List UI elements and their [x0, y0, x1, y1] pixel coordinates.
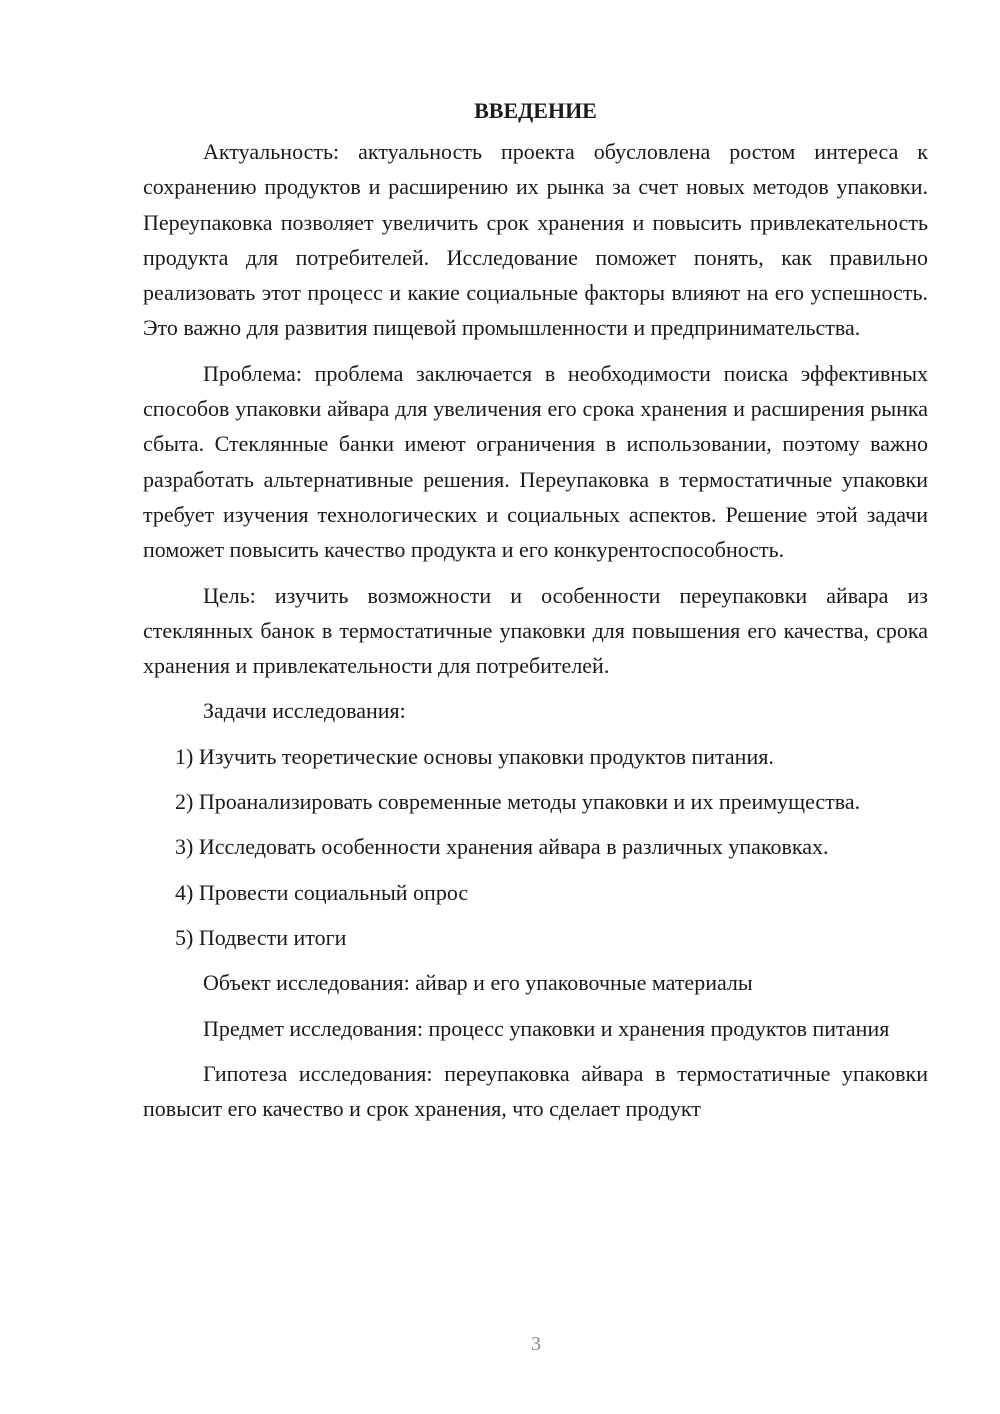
task-item: 3) Исследовать особенности хранения айвара в различных упаковках.: [175, 834, 829, 860]
tasks-heading: Задачи исследования:: [203, 698, 406, 724]
task-item: 2) Проанализировать современные методы упаковки и их преимущества.: [175, 789, 861, 815]
object-paragraph: Объект исследования: айвар и его упаковочные материалы: [203, 970, 753, 996]
problem-paragraph: Проблема: проблема заключается в необходимости поиска эффективных способов упаковки айвара для увеличения его срока хранения и расширения рынка сбыта. Стеклянные банки имеют ограничения в использовании, поэтому важно разработать альтернативные решения. Переупаковка в термостатичные упаковки требует изучения технологических и социальных аспектов. Решение этой задачи поможет повысить качество продукта и его конкурентоспособность.: [143, 360, 928, 563]
page-body: [143, 96, 928, 1136]
task-item: 1) Изучить теоретические основы упаковки продуктов питания.: [175, 743, 774, 769]
hypothesis-paragraph: Гипотеза исследования: переупаковка айвара в термостатичные упаковки повысит его качество и срок хранения, что сделает продукт: [143, 1060, 928, 1122]
relevance-paragraph: Актуальность: актуальность проекта обусловлена ростом интереса к сохранению продуктов и расширению их рынка за счет новых методов упаковки. Переупаковка позволяет увеличить срок хранения и повысить привлекательность продукта для потребителей. Исследование поможет понять, как правильно реализовать этот процесс и какие социальные факторы влияют на его успешность. Это важно для развития пищевой промышленности и предпринимательства.: [143, 139, 928, 341]
page-number: 3: [531, 1333, 541, 1355]
goal-paragraph: Цель: изучить возможности и особенности переупаковки айвара из стеклянных банок в термостатичные упаковки для повышения его качества, срока хранения и привлекательности для потребителей.: [143, 582, 928, 679]
page-title: ВВЕДЕНИЕ: [474, 98, 597, 123]
subject-paragraph: Предмет исследования: процесс упаковки и хранения продуктов питания: [203, 1015, 890, 1041]
task-item: 5) Подвести итоги: [175, 924, 347, 950]
task-item: 4) Провести социальный опрос: [175, 879, 469, 905]
